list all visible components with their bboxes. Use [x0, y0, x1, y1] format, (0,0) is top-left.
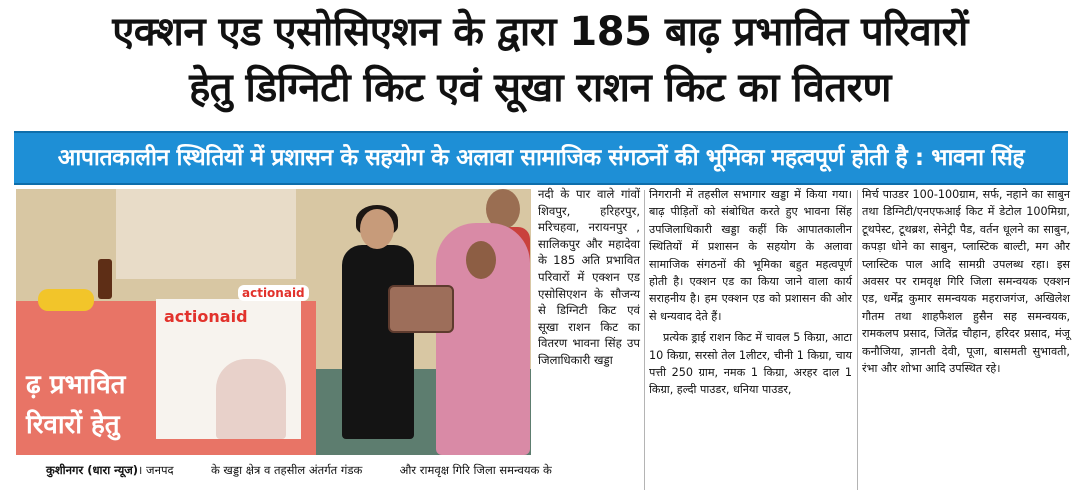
article-column-3	[862, 186, 1070, 377]
column-3-text: मिर्च पाउडर 100-100ग्राम, सर्फ, नहाने का साबुन तथा डिग्निटी/एनएफआई किट में डेटोल 100मिग्रा, टूथपेस्ट, टूथब्रश, सेनेट्री पैड, वर्तन धूलने का साबुन, कपड़ा धोने का साबुन, प्लास्टिक बाल्टी, मग और प्लास्टिक पाल आदि सामग्री उपलब्ध रहा। इस अवसर पर रामवृक्ष गिरि जिला समन्वयक एक्शन एड, धर्मेंद्र कुमार समन्वयक महराजगंज, अखिलेश गौतम तथा शाहफैशल हुसैन सह समन्वयक, रामकलप प्रसाद, जितेंद्र चौहान, हरिदर प्रसाद, मंजू कनौजिया, ज्ञानती देवी, पूजा, बासमती सुभावती, रंभा और शोभा आदि उपस्थित रहे।	[862, 188, 1070, 376]
column-1-text: नदी के पार वाले गांवों शिवपुर, हरिहरपुर, मरिचहवा, नरायनपुर , सालिकपुर और महादेवा के 185 अति प्रभावित परिवारों में एक्शन एड एसोसिएशन के सौजन्य से डिग्निटी किट एवं सूखा राशन किट का वितरण भावना सिंह उप जिलाधिकारी खड्डा	[538, 187, 640, 367]
stand-text-line-2: रिवारों हेतु	[26, 410, 120, 440]
photo-yellow-item	[38, 289, 94, 311]
column-2-paragraph-1: निगरानी में तहसील सभागार खड्डा में किया गया। बाढ़ पीड़ितों को संबोधित करते हुए भावना सिंह उपजिलाधिकारी खड्डा कहीं कि आपातकालीन स्थितियों में प्रशासन के सहयोग के अलावा सामाजिक संगठनों की भूमिका बहुत महत्वपूर्ण होती है। एक्शन एड का किया जाने वाला कार्य सराहनीय है। हम एक्शन एड को प्रशासन की ओर से धन्यवाद देते हैं।	[649, 188, 852, 323]
caption-part-2: के खड्डा क्षेत्र व तहसील अंतर्गत गंडक	[210, 463, 363, 477]
stand-text-line-1: ढ़ प्रभावित	[26, 370, 126, 400]
photo-kit-box	[388, 285, 454, 333]
photo-bottle	[98, 259, 112, 299]
news-photo	[16, 189, 531, 455]
actionaid-logo: actionaid	[164, 307, 248, 326]
column-divider	[644, 190, 645, 490]
headline	[0, 4, 1080, 116]
subheadline-banner: आपातकालीन स्थितियों में प्रशासन के सहयोग के अलावा सामाजिक संगठनों की भूमिका महत्वपूर्ण होती है : भावना सिंह	[14, 131, 1068, 185]
photo-wall-poster	[116, 189, 296, 279]
dateline: कुशीनगर (धारा न्यूज)	[46, 463, 139, 477]
headline-line-2: हेतु डिग्निटी किट एवं सूखा राशन किट का वितरण	[189, 65, 891, 111]
article-column-2	[649, 186, 852, 399]
article-start	[46, 459, 846, 481]
photo-stand-figure	[216, 359, 286, 439]
column-2-paragraph-2: प्रत्येक ड्राई राशन किट में चावल 5 किग्रा, आटा 10 किग्रा, सरसो तेल 1लीटर, चीनी 1 किग्रा, चाय पत्ती 250 ग्राम, नमक 1 किग्रा, अरहर दाल 1 किग्रा, हल्दी पाउडर, धनिया पाउडर,	[649, 331, 852, 397]
photo-stand-text	[26, 365, 166, 445]
article-column-1	[538, 186, 640, 369]
photo-beneficiary	[436, 223, 530, 455]
headline-line-1: एक्शन एड एसोसिएशन के द्वारा 185 बाढ़ प्रभावित परिवारों	[112, 9, 968, 55]
caption-part-1: । जनपद	[138, 463, 174, 477]
caption-part-3: और रामवृक्ष गिरि जिला समन्वयक के	[399, 463, 552, 477]
actionaid-logo-small: actionaid	[238, 285, 309, 301]
column-divider	[857, 190, 858, 490]
